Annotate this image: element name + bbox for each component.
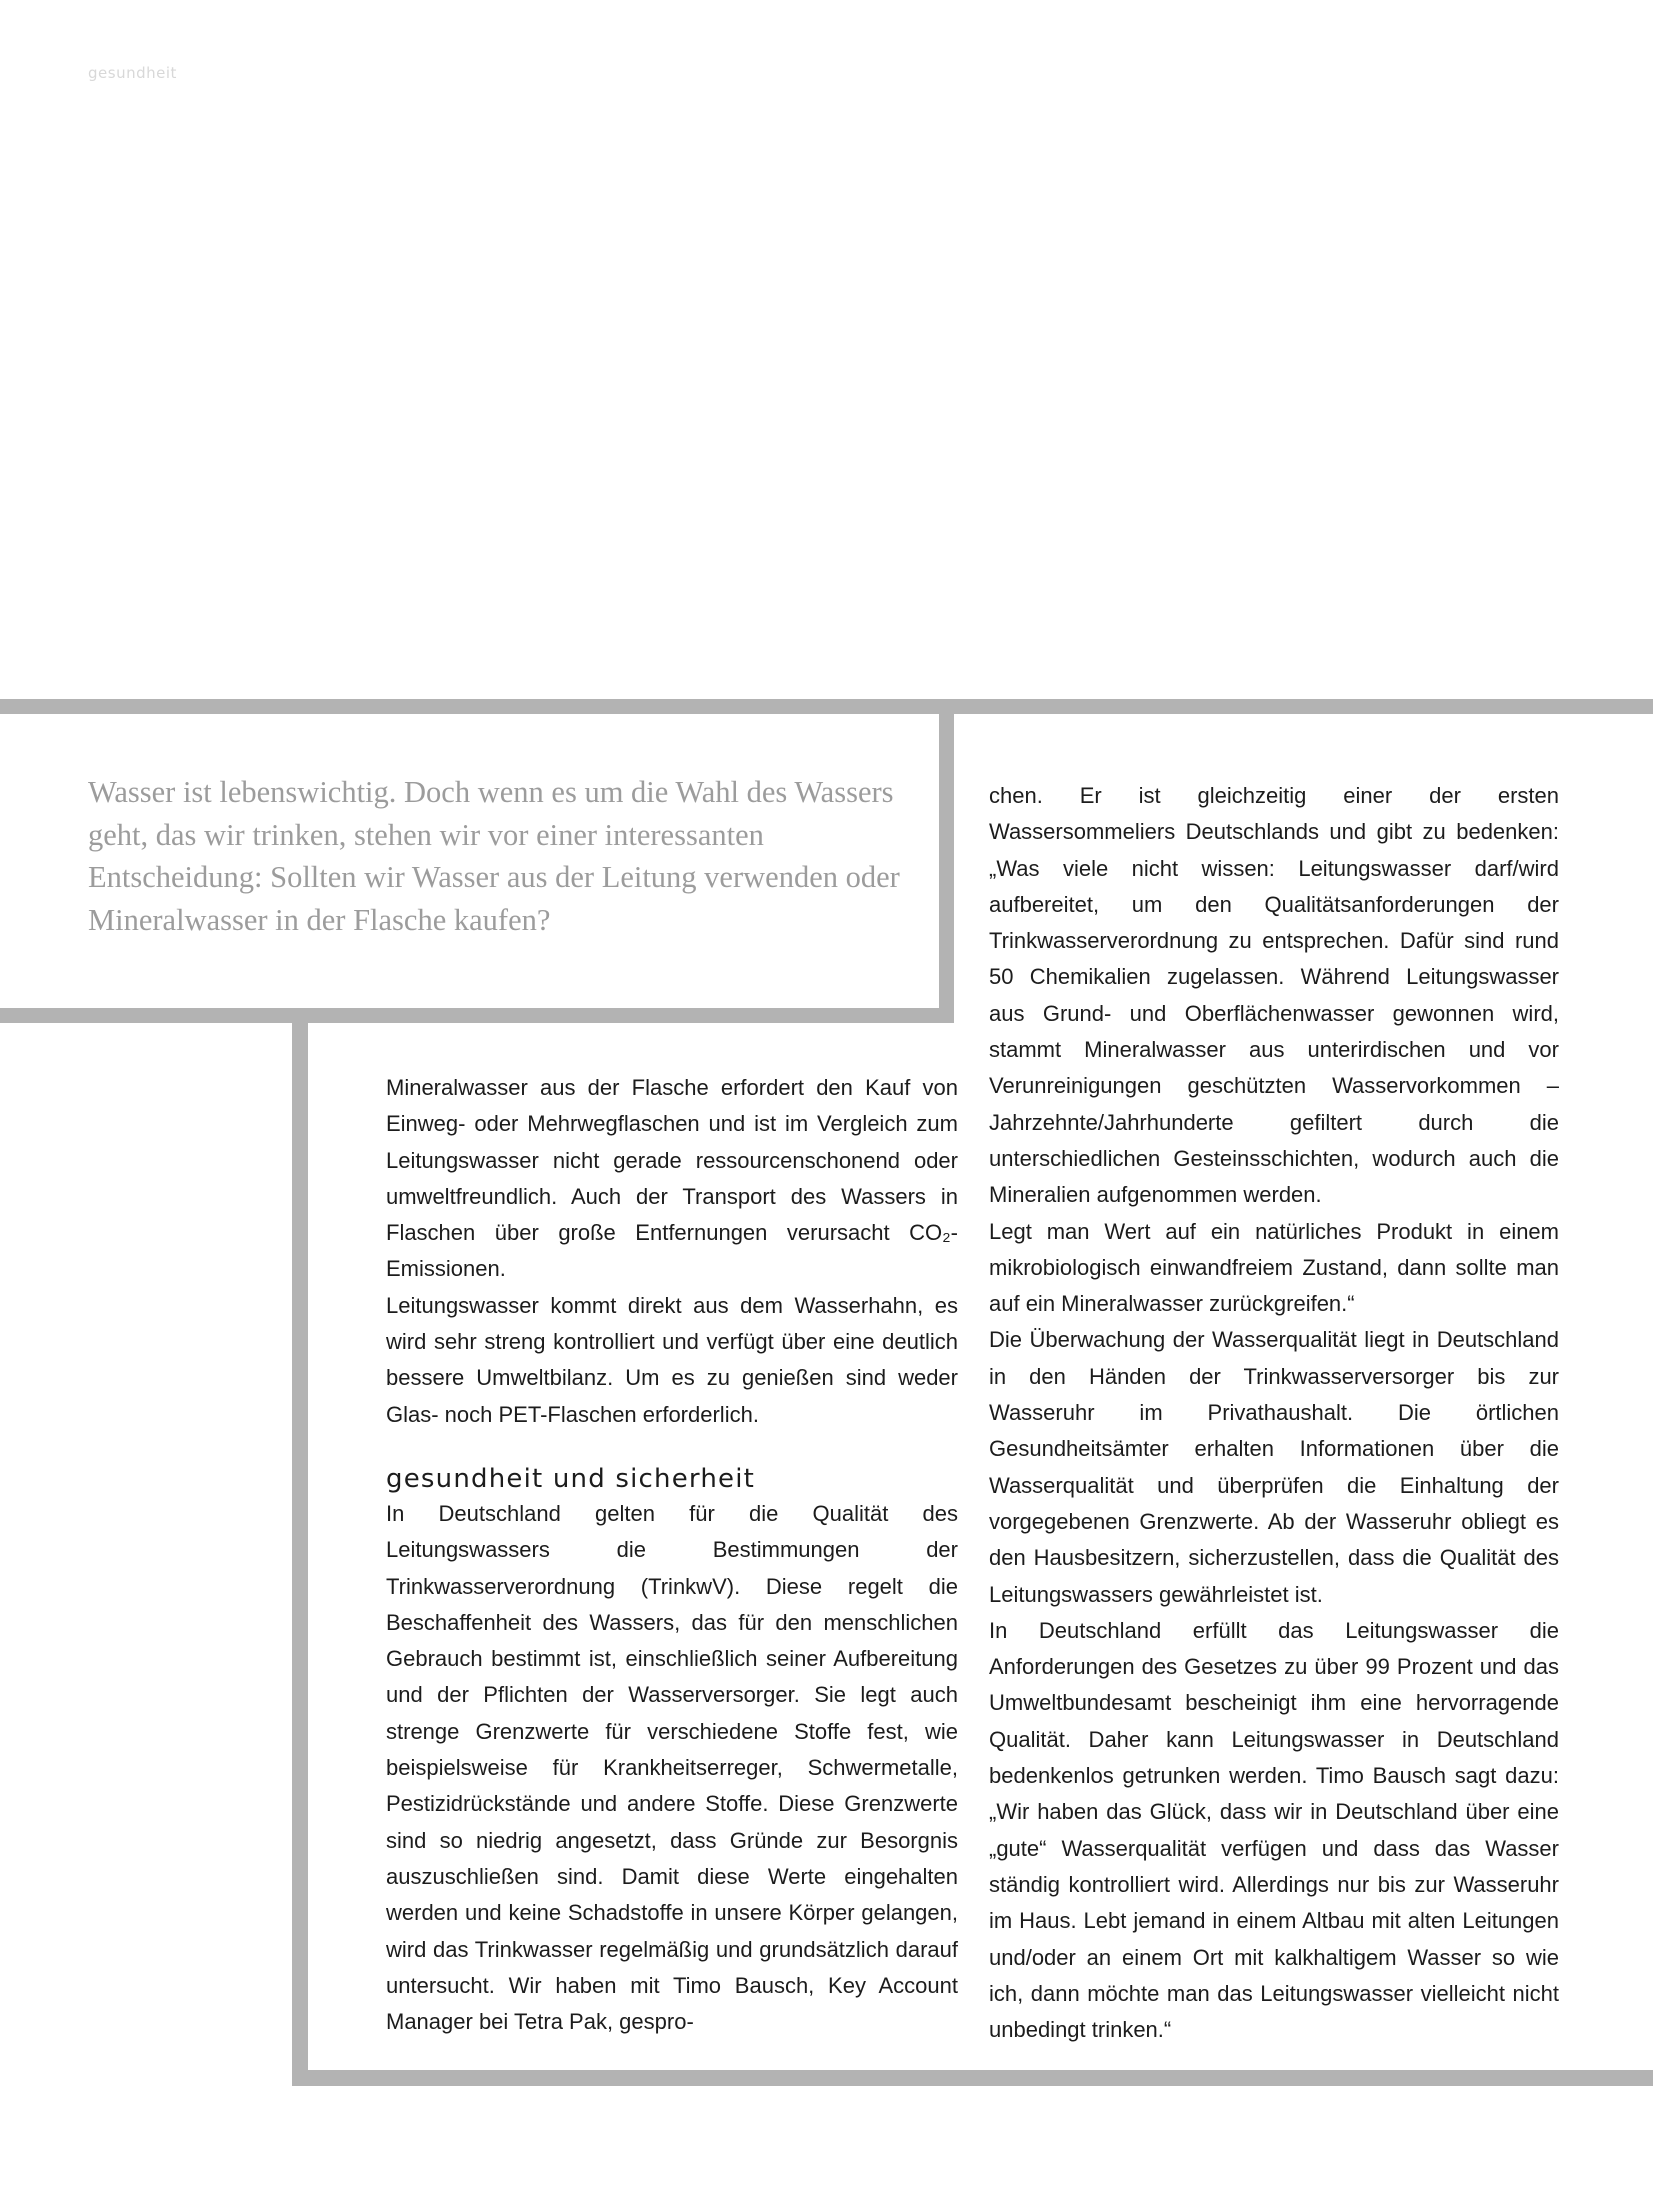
frame-top-bar xyxy=(0,699,1653,714)
paragraph-natural-product: Legt man Wert auf ein natürliches Produkt in einem mikrobiologisch einwandfreiem Zustand, dann sollte man auf ein Mineralwasser zurückgreifen.“ xyxy=(989,1218,1559,1317)
section-tag: gesundheit xyxy=(88,64,177,82)
paragraph-quality: In Deutschland erfüllt das Leitungswasser die Anforderungen des Gesetzes zu über 99 Prozent und das Umweltbundesamt bescheinigt ihm eine hervorragende Qualität. Daher kann Leitungswasser in Deutschland bedenkenlos getrunken werden. Timo Bausch sagt dazu: „Wir haben das Glück, dass wir in Deutschland über eine „gute“ Wasserqualität verfügen und dass das Wasser ständig kontrolliert wird. Allerdings nur bis zur Wasseruhr im Haus. Lebt jemand in einem Altbau mit alten Leitungen und/oder an einem Ort mit kalkhaltigem Wasser so wie ich, dann möchte man das Leitungswasser vielleicht nicht unbedingt trinken.“ xyxy=(989,1617,1559,2043)
right-column xyxy=(989,778,1559,2048)
paragraph-tap-water: Leitungswasser kommt direkt aus dem Wasserhahn, es wird sehr streng kontrolliert und verfügt über eine deutlich bessere Umweltbilanz. Um es zu genießen sind weder Glas- noch PET-Flaschen erforderlich. xyxy=(386,1292,958,1427)
intro-box-right-border xyxy=(939,714,954,1009)
frame-gap xyxy=(954,714,959,729)
section-heading: gesundheit und sicherheit xyxy=(386,1463,756,1494)
paragraph-monitoring: Die Überwachung der Wasserqualität liegt in Deutschland in den Händen der Trinkwasserversorger bis zur Wasseruhr im Privathaushalt. Die örtlichen Gesundheitsämter erhalten Informationen über die Wasserqualität und überprüfen die Einhaltung der vorgegebenen Grenzwerte. Ab der Wasseruhr obliegt es den Hausbesitzern, sicherzustellen, dass die Qualität des Leitungswassers gewährleistet ist. xyxy=(989,1327,1559,1607)
body-box-left-border xyxy=(292,1023,308,2085)
left-column xyxy=(386,1070,958,2040)
intro-box-bottom-border xyxy=(0,1008,954,1023)
body-box-bottom-border xyxy=(292,2070,1653,2086)
intro-text: Wasser ist lebenswichtig. Doch wenn es um die Wahl des Wassers geht, das wir trinken, stehen wir vor einer interessanten Entscheidung: Sollten wir Wasser aus der Leitung verwenden oder Mineralwasser in der Flasche kaufen? xyxy=(88,775,900,937)
paragraph-regulation: In Deutschland gelten für die Qualität des Leitungswassers die Bestimmungen der Trinkwasserverordnung (TrinkwV). Diese regelt die Beschaffenheit des Wassers, das für den menschlichen Gebrauch bestimmt ist, einschließlich seiner Aufbereitung und der Pflichten der Wasserversorger. Sie legt auch strenge Grenzwerte für verschiedene Stoffe fest, wie beispielsweise für Krankheitserreger, Schwermetalle, Pestizidrückstände und andere Stoffe. Diese Grenzwerte sind so niedrig angesetzt, dass Gründe zur Besorgnis auszuschließen sind. Damit diese Werte eingehalten werden und keine Schadstoffe in unsere Körper gelangen, wird das Trinkwasser regelmäßig und grundsätzlich darauf untersucht. Wir haben mit Timo Bausch, Key Account Manager bei Tetra Pak, gespro- xyxy=(386,1500,958,2035)
paragraph-bottled-water: Mineralwasser aus der Flasche erfordert den Kauf von Einweg- oder Mehrwegflaschen und ist im Vergleich zum Leitungswasser nicht gerade ressourcenschonend oder umweltfreundlich. Auch der Transport des Wassers in Flaschen über große Entfernungen verursacht CO₂-Emissionen. xyxy=(386,1075,958,1282)
paragraph-sommelier: chen. Er ist gleichzeitig einer der ersten Wassersommeliers Deutschlands und gibt zu bedenken: „Was viele nicht wissen: Leitungswasser darf/wird aufbereitet, um den Qualitätsanforderungen der Trinkwasserverordnung zu entsprechen. Dafür sind rund 50 Chemikalien zugelassen. Während Leitungswasser aus Grund- und Oberflächenwasser gewonnen wird, stammt Mineralwasser aus unterirdischen und vor Verunreinigungen geschützten Wasservorkommen – Jahrzehnte/Jahrhunderte gefiltert durch die unterschiedlichen Gesteinsschichten, wodurch auch die Mineralien aufgenommen werden. xyxy=(989,783,1559,1208)
